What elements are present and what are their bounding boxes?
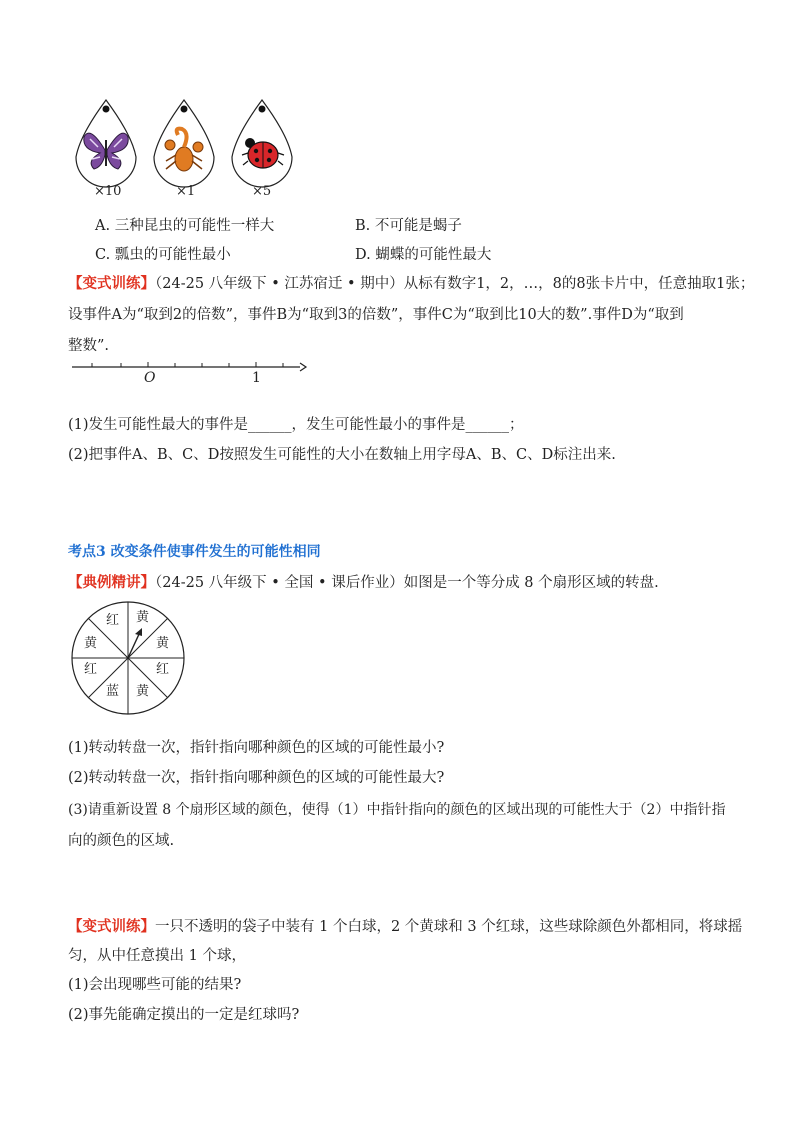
butterfly-card [76, 100, 136, 187]
sector-5: 蓝 [106, 684, 120, 699]
sector-3: 红 [156, 662, 170, 677]
example-tag: 【典例精讲】 [68, 574, 155, 591]
variant1-q1: (1)发生可能性最大的事件是______，发生可能性最小的事件是______； [68, 417, 524, 433]
sector-4: 黄 [136, 684, 150, 699]
variant2-line2: 匀，从中任意摸出 1 个球， [68, 948, 246, 964]
number-line [68, 356, 308, 386]
option-b-text: 不可能是蝎子 [374, 218, 462, 234]
option-a-label: A. [95, 218, 111, 234]
variant1-line3: 整数”. [68, 338, 110, 354]
variant2-line1 [68, 915, 742, 936]
variant2-text1: 一只不透明的袋子中装有 1 个白球，2 个黄球和 3 个红球，这些球除颜色外都相同，将球摇 [155, 919, 743, 935]
section3-q1: (1)转动转盘一次，指针指向哪种颜色的区域的可能性最小? [68, 740, 445, 756]
section3-intro-text: （24-25 八年级下 • 全国 • 课后作业）如图是一个等分成 8 个扇形区域的转盘. [155, 575, 659, 591]
sector-8: 红 [106, 613, 120, 628]
variant1-line1 [68, 272, 754, 293]
option-c [95, 243, 231, 264]
option-d [355, 243, 491, 264]
option-c-text: 瓢虫的可能性最小 [114, 247, 231, 263]
one-label: 1 [252, 370, 261, 386]
option-c-label: C. [95, 247, 111, 263]
variant2-q1: (1)会出现哪些可能的结果? [68, 977, 242, 993]
option-a [95, 214, 274, 235]
option-d-text: 蝴蝶的可能性最大 [375, 247, 492, 263]
sector-2: 黄 [156, 636, 170, 651]
ladybug-card [232, 100, 292, 187]
multiplier-3: ×5 [252, 184, 272, 199]
option-b-label: B. [355, 218, 371, 234]
variant1-q2: (2)把事件A、B、C、D按照发生可能性的大小在数轴上用字母A、B、C、D标注出来. [68, 447, 616, 463]
section3-title: 考点3 改变条件使事件发生的可能性相同 [68, 544, 321, 560]
variant1-line2: 设事件A为“取到2的倍数”，事件B为“取到3的倍数”，事件C为“取到比10大的数”.事件D为“取到 [68, 307, 684, 323]
option-d-label: D. [355, 247, 371, 263]
sector-1: 黄 [136, 610, 150, 625]
sector-6: 红 [84, 662, 98, 677]
multiplier-1: ×10 [94, 184, 122, 199]
variant2-tag: 【变式训练】 [68, 918, 155, 935]
section3-q3a: (3)请重新设置 8 个扇形区域的颜色，使得（1）中指针指向的颜色的区域出现的可能性大于（2）中指针指 [68, 802, 726, 818]
option-a-text: 三种昆虫的可能性一样大 [114, 218, 275, 234]
variant2-q2: (2)事先能确定摸出的一定是红球吗? [68, 1007, 300, 1023]
option-b [355, 214, 462, 235]
section3-q3b: 向的颜色的区域. [68, 833, 175, 849]
scorpion-card [154, 100, 214, 187]
sector-7: 黄 [84, 636, 98, 651]
multiplier-2: ×1 [176, 184, 196, 199]
variant1-text1: （24-25 八年级下 • 江苏宿迁 • 期中）从标有数字1，2，…，8的8张卡片中，任意抽取1张； [155, 276, 755, 292]
section3-intro [68, 571, 659, 592]
variant1-tag: 【变式训练】 [68, 275, 155, 292]
section3-q2: (2)转动转盘一次，指针指向哪种颜色的区域的可能性最大? [68, 770, 445, 786]
origin-label: O [144, 370, 156, 386]
